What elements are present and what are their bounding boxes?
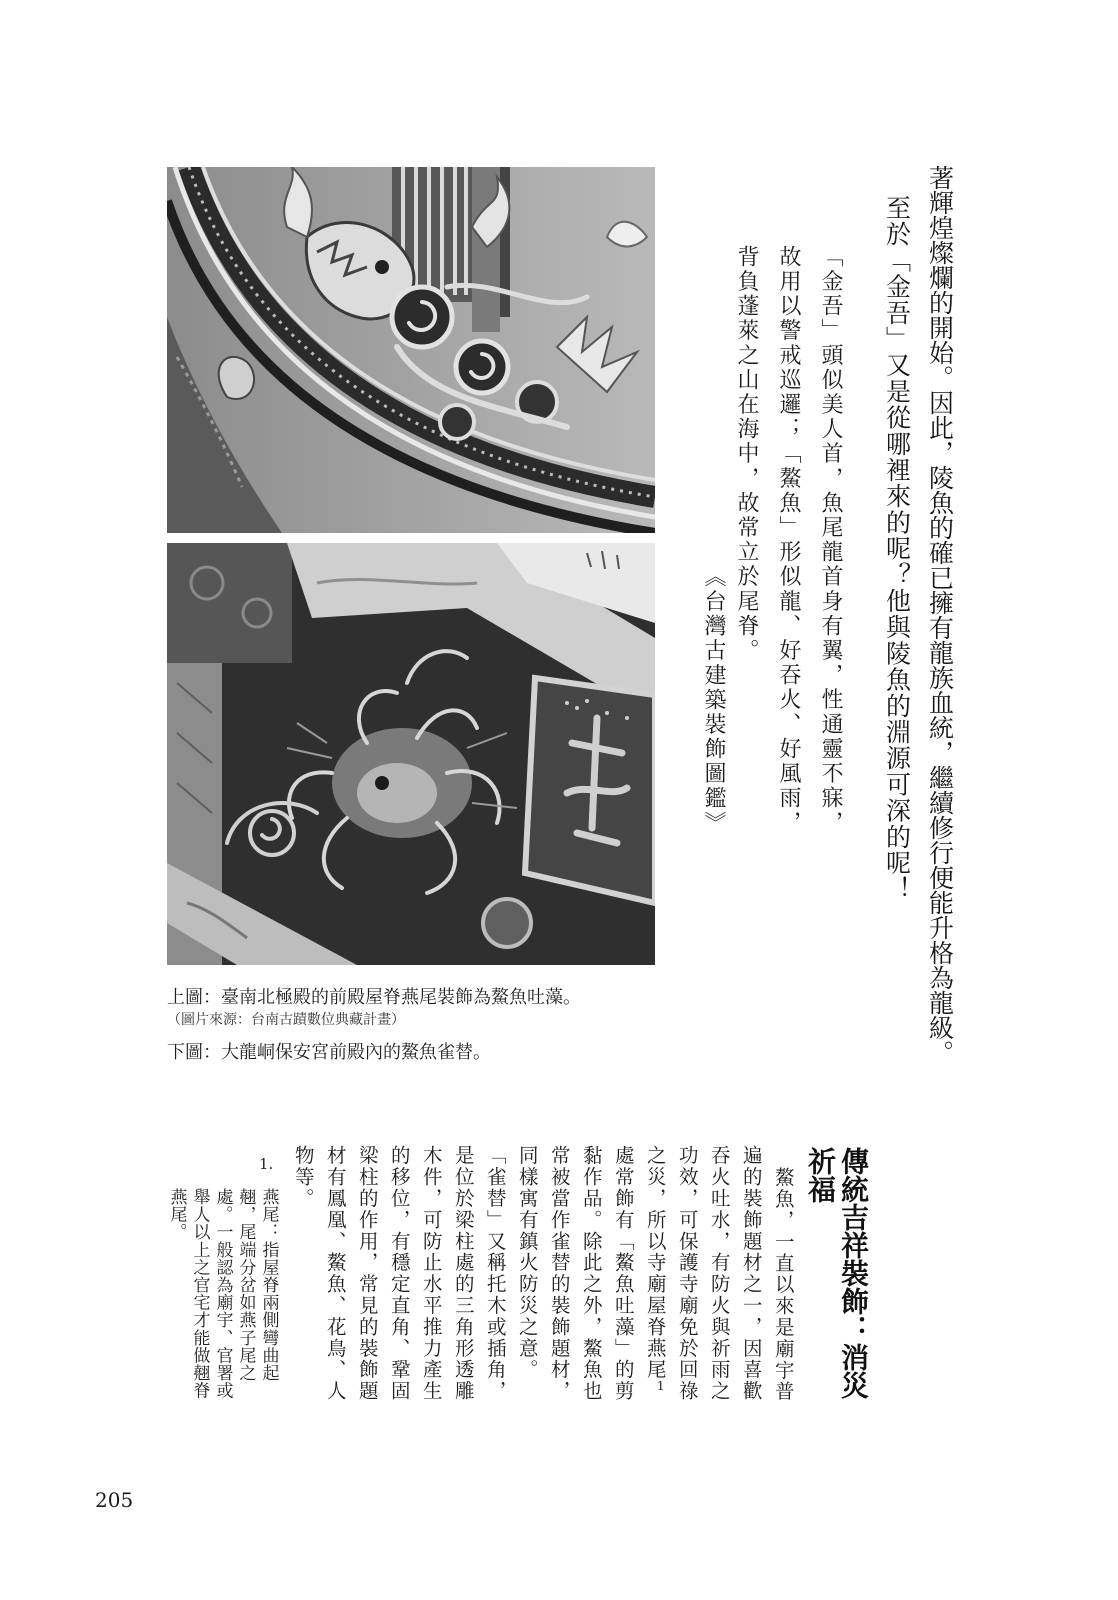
main-paragraph-2: 至於「金吾」又是從哪裡來的呢？他與陵魚的淵源可深的呢！ [882,195,912,903]
body-line: 功效，可保護寺廟免於回祿 [675,1145,699,1402]
footnote-line: 處。一般認為廟宇、官署或 [212,1188,233,1400]
footnote-line: 燕尾：指屋脊兩側彎曲起 [258,1188,279,1382]
footnote-line: 燕尾。 [166,1188,187,1241]
footnote-number: 1. [259,1155,274,1173]
footnote-reference: 1 [656,1380,665,1393]
quote-line: 背負蓬萊之山在海中，故常立於尾脊。 [734,245,759,664]
quote-line: 故用以警戒巡邏；「鰲魚」形似龍、好吞火、好風雨， [776,245,801,836]
quote-line: 「金吾」頭似美人首，魚尾龍首身有翼，性通靈不寐， [818,245,843,836]
footnote-line: 舉人以上之官宅才能做翹脊 [189,1188,210,1400]
body-line: 鰲魚，一直以來是廟宇普 [771,1166,795,1402]
bottom-photo-bracket-ornament [167,543,655,965]
section-heading: 傳統吉祥裝飾：消災 [837,1147,870,1399]
body-line: 木件，可防止水平推力產生 [419,1145,443,1402]
bottom-photo-caption: 下圖：大龍峒保安宮前殿內的鰲魚雀替。 [167,1042,491,1063]
footnote-line: 翹，尾端分岔如燕子尾之 [235,1188,256,1382]
top-photo-credit: （圖片來源：台南古蹟數位典藏計畫） [167,1012,405,1028]
quote-source: 《台灣古建築裝飾圖鑑》 [701,565,726,836]
body-line: 物等。 [291,1145,315,1210]
body-line: 材有鳳凰、鰲魚、花鳥、人 [323,1145,347,1402]
page-number: 205 [95,1488,134,1512]
main-paragraph-1: 著輝煌燦爛的開始。因此，陵魚的確已擁有龍族血統，繼續修行便能升格為龍級。 [925,165,955,1065]
body-line: 吞火吐水，有防火與祈雨之 [707,1145,731,1402]
section-heading-continued: 祈福 [804,1147,837,1203]
body-line: 常被當作雀替的裝飾題材， [547,1145,571,1402]
body-line: 「雀替」又稱托木或插角， [483,1145,507,1402]
top-photo-graphic [167,167,655,533]
body-line: 處常飾有「鰲魚吐藻」的剪 [611,1145,635,1402]
body-line-with-footnote-ref [645,1145,665,1392]
body-line: 的移位，有穩定直角、鞏固 [387,1145,411,1402]
body-line: 黏作品。除此之外，鰲魚也 [579,1145,603,1402]
body-line: 梁柱的作用，常見的裝飾題 [355,1145,379,1402]
top-photo-caption: 上圖：臺南北極殿的前殿屋脊燕尾裝飾為鰲魚吐藻。 [167,987,581,1008]
bottom-photo-graphic [167,543,655,965]
body-line: 遍的裝飾題材之一，因喜歡 [739,1145,763,1402]
body-line: 是位於梁柱處的三角形透雕 [451,1145,475,1402]
body-line-text: 之災，所以寺廟屋脊燕尾 [643,1145,667,1381]
body-line: 同樣寓有鎮火防災之意。 [515,1145,539,1381]
top-photo-ridge-ornament [167,167,655,533]
